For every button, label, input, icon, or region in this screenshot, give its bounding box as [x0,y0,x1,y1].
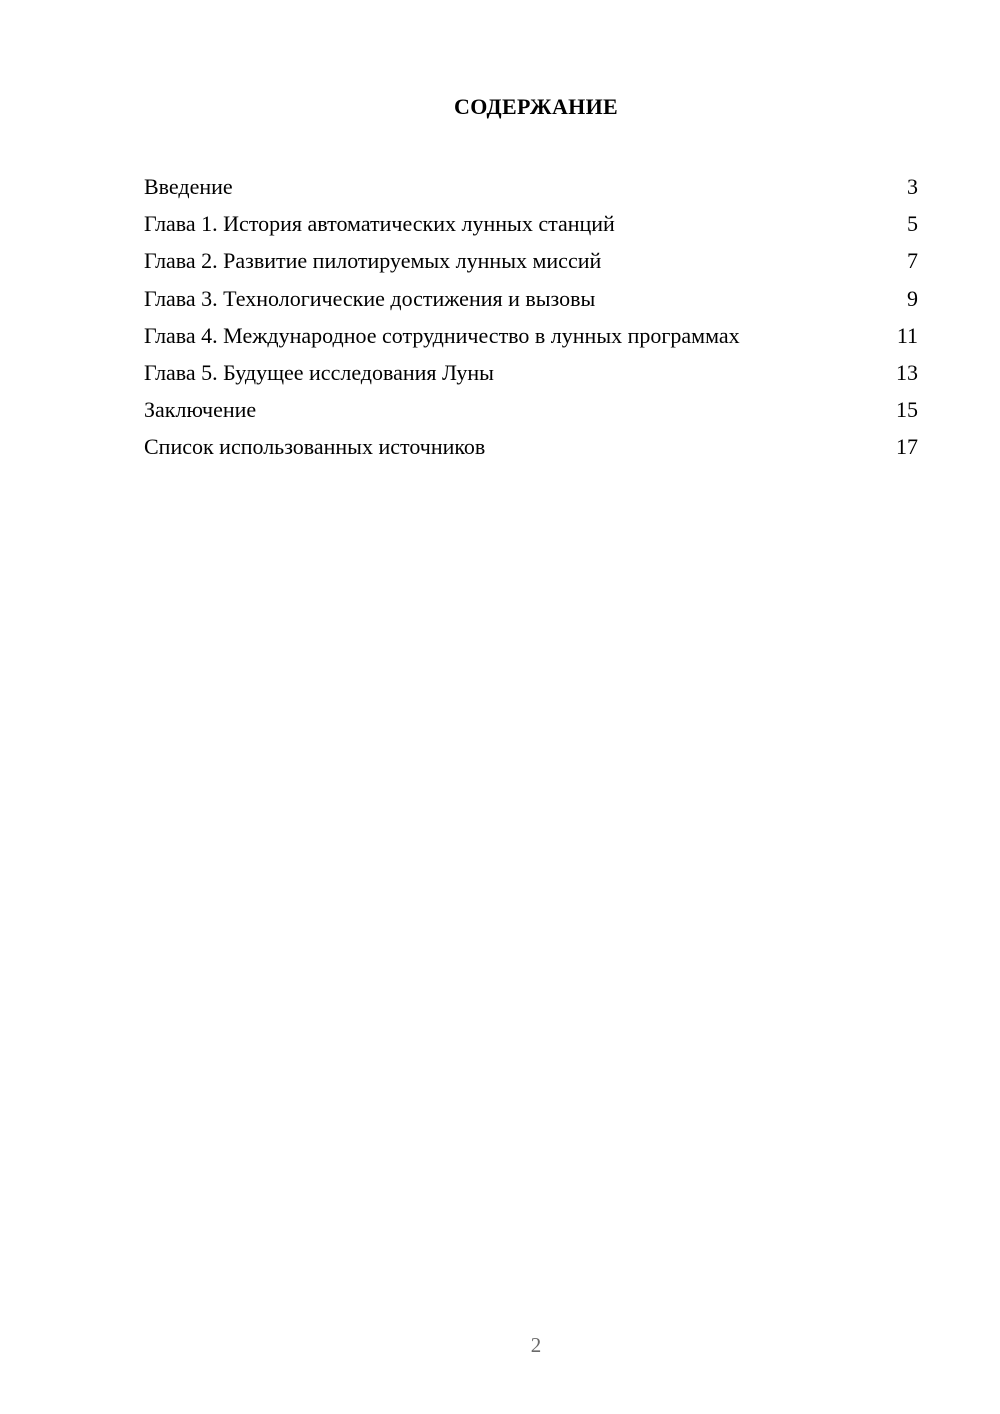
toc-entry-page: 7 [907,248,918,274]
toc-entry [144,428,918,465]
toc-entry-page: 13 [896,359,918,385]
toc-entry [144,168,918,205]
toc-entry-label: Заключение [144,397,257,423]
table-of-contents [144,168,918,466]
toc-entry [144,317,918,354]
toc-entry [144,280,918,317]
toc-entry [144,391,918,428]
toc-entry-label: Глава 1. История автоматических лунных станций [144,211,615,237]
toc-entry-page: 3 [907,174,918,199]
toc-title: СОДЕРЖАНИЕ [454,94,618,119]
toc-entry [144,205,918,242]
page-number: 2 [530,1333,542,1357]
toc-entry-page: 11 [896,322,918,348]
toc-entry-page: 5 [907,211,918,237]
toc-entry-label: Введение [144,174,233,199]
toc-entry-label: Глава 3. Технологические достижения и вызовы [144,285,596,311]
toc-entry-label: Список использованных источников [144,434,486,460]
toc-entry-page: 15 [896,397,918,423]
toc-entry-label: Глава 2. Развитие пилотируемых лунных миссий [144,248,602,274]
toc-entry-page: 17 [896,434,918,460]
toc-entry [144,242,918,279]
toc-entry-label: Глава 5. Будущее исследования Луны [144,359,494,385]
toc-entry [144,354,918,391]
toc-entry-label: Глава 4. Международное сотрудничество в лунных программах [144,322,740,348]
toc-entry-page: 9 [907,285,918,311]
